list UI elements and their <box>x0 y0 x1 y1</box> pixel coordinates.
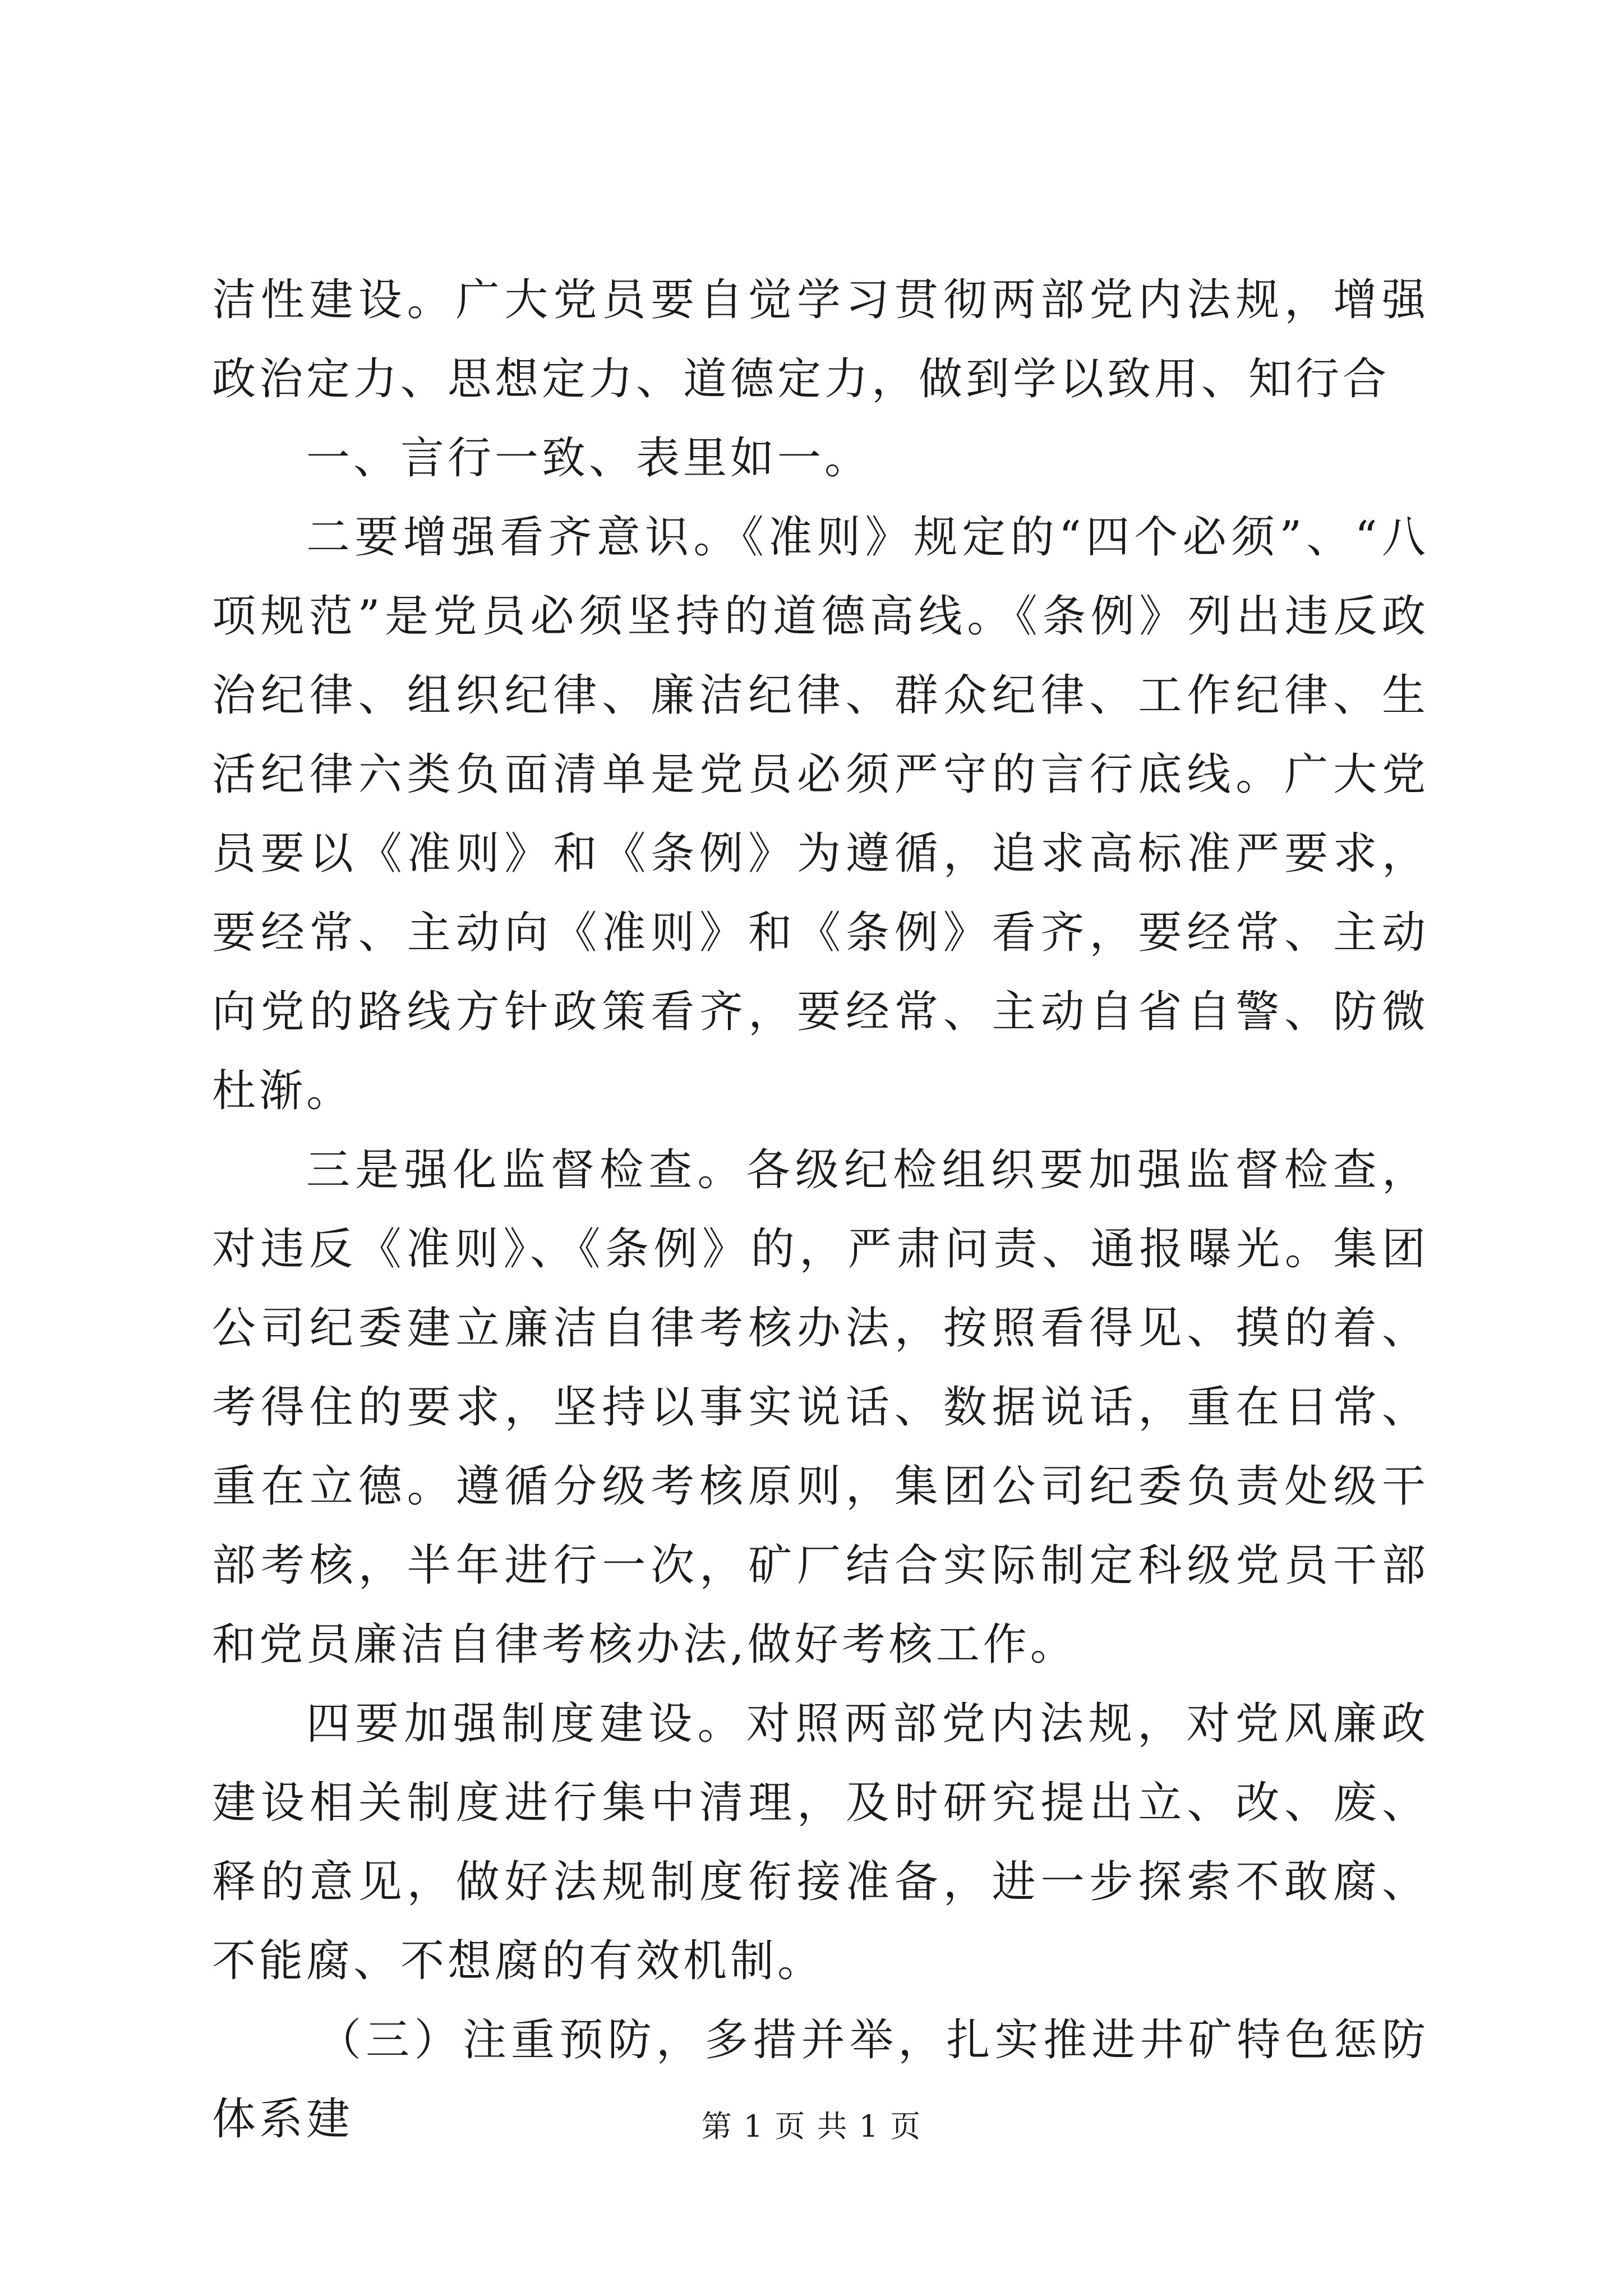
paragraph-item-four: 四要加强制度建设。对照两部党内法规，对党风廉政建设相关制度进行集中清理，及时研究提出立、改、废、释的意见，做好法规制度衔接准备，进一步探索不敢腐、不能腐、不想腐的有效机制。 <box>212 1699 1429 1986</box>
paragraph-item-three: 三是强化监督检查。各级纪检组织要加强监督检查，对违反《准则》、《条例》的，严肃问责、通报曝光。集团公司纪委建立廉洁自律考核办法，按照看得见、摸的着、考得住的要求，坚持以事实说话、数据说话，重在日常、重在立德。遵循分级考核原则，集团公司纪委负责处级干部考核，半年进行一次，矿厂结合实际制定科级党员干部和党员廉洁自律考核办法,做好考核工作。 <box>212 1145 1429 1670</box>
page-number-footer: 第 1 页 共 1 页 <box>701 2109 922 2144</box>
paragraph-item-one: 一、言行一致、表里如一。 <box>306 433 872 484</box>
paragraph-continuation: 洁性建设。广大党员要自觉学习贯彻两部党内法规，增强政治定力、思想定力、道德定力，做到学以致用、知行合 <box>212 275 1429 404</box>
paragraph-item-two: 二要增强看齐意识。《准则》规定的“四个必须”、“八项规范”是党员必须坚持的道德高线。《条例》列出违反政治纪律、组织纪律、廉洁纪律、群众纪律、工作纪律、生活纪律六类负面清单是党员必须严守的言行底线。广大党员要以《准则》和《条例》为遵循，追求高标准严要求，要经常、主动向《准则》和《条例》看齐，要经常、主动向党的路线方针政策看齐，要经常、主动自省自警、防微杜渐。 <box>212 512 1429 1116</box>
paragraph-section-three: （三）注重预防，多措并举，扎实推进井矿特色惩防体系建 <box>212 2015 1429 2145</box>
document-body <box>212 261 1429 2159</box>
